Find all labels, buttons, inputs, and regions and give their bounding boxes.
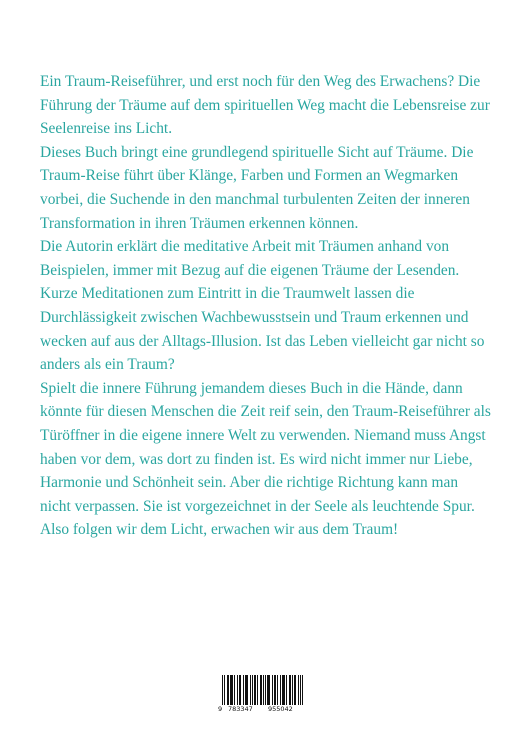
blurb-paragraph: Ein Traum-Reiseführer, und erst noch für den Weg des Erwachens? Die Führung der Träume auf dem spirituellen Weg macht die Lebensreise zur Seelenreise ins Licht. [40, 73, 490, 138]
barcode-bar [290, 675, 291, 705]
blurb-paragraph: Die Autorin erklärt die meditative Arbeit mit Träumen anhand von Beispielen, immer mit Bezug auf die eigenen Träume der Lesenden. Kurze Meditationen zum Eintritt in die Traumwelt lassen die Durchlässigkeit zwischen Wachbewusstsein und Traum erkennen und wecken auf aus der Alltags-Illusion. Ist das Leben vielleicht gar nicht so anders als ein Traum? [40, 238, 485, 374]
barcode-bar [298, 675, 299, 705]
barcode-bar [294, 675, 295, 705]
barcode-bar [224, 675, 225, 709]
barcode-bar [228, 675, 229, 705]
barcode-bar [230, 675, 231, 705]
barcode-bar [254, 675, 255, 705]
barcode-bar [277, 675, 278, 705]
barcode-bar [295, 675, 296, 705]
barcode-bar [232, 675, 233, 705]
barcode-bar [240, 675, 241, 705]
barcode-bar [289, 675, 290, 705]
barcode-bar [260, 675, 261, 705]
barcode-bar [283, 675, 284, 705]
isbn-barcode [218, 675, 308, 717]
barcode-bar [292, 675, 293, 705]
barcode-bar [261, 675, 262, 705]
barcode-bar [263, 675, 264, 709]
barcode-bar [284, 675, 285, 705]
barcode-bar [234, 675, 235, 705]
barcode-bar [257, 675, 258, 705]
barcode-bar [286, 675, 287, 705]
barcode-bar [267, 675, 268, 705]
barcode-bar [275, 675, 276, 705]
barcode-bar [222, 675, 223, 709]
barcode-bar [237, 675, 238, 705]
barcode-bar [280, 675, 281, 705]
barcode-bar [302, 675, 303, 709]
barcode-bar [300, 675, 301, 709]
barcode-bar [245, 675, 246, 705]
isbn-digits-right: 955042 [268, 705, 293, 713]
barcode-bar [239, 675, 240, 705]
back-cover-blurb [40, 70, 492, 542]
barcode-bar [268, 675, 269, 705]
barcode-bars [222, 675, 304, 709]
barcode-bar [274, 675, 275, 705]
barcode-bar [265, 675, 266, 709]
isbn-digits [218, 705, 308, 715]
barcode-bar [269, 675, 270, 705]
isbn-digit-first: 9 [218, 705, 223, 713]
barcode-bar [247, 675, 248, 705]
barcode-bar [250, 675, 251, 705]
barcode-bar [231, 675, 232, 705]
barcode-bar [227, 675, 228, 705]
barcode-bar [282, 675, 283, 705]
barcode-bar [272, 675, 273, 705]
blurb-paragraph: Spielt die innere Führung jemandem dieses Buch in die Hände, dann könnte für diesen Menschen die Zeit reif sein, den Traum-Reiseführer als Türöffner in die eigene innere Welt zu verwenden. Niemand muss Angst haben vor dem, was dort zu finden ist. Es wird nicht immer nur Liebe, Harmonie und Schönheit sein. Aber die richtige Richtung kann man nicht verpassen. Sie ist vorgezeichnet in der Seele als leuchtende Spur. Also folgen wir dem Licht, erwachen wir aus dem Traum! [40, 379, 491, 539]
barcode-bar [243, 675, 244, 705]
barcode-bar [252, 675, 253, 705]
isbn-digits-left: 783347 [228, 705, 253, 713]
blurb-paragraph: Dieses Buch bringt eine grundlegend spirituelle Sicht auf Träume. Die Traum-Reise führt über Klänge, Farben und Formen an Wegmarken vorbei, die Suchende in den manchmal turbulenten Zeiten der inneren Transformation in ihren Träumen erkennen können. [40, 143, 474, 232]
barcode-bar [255, 675, 256, 705]
barcode-bar [246, 675, 247, 705]
